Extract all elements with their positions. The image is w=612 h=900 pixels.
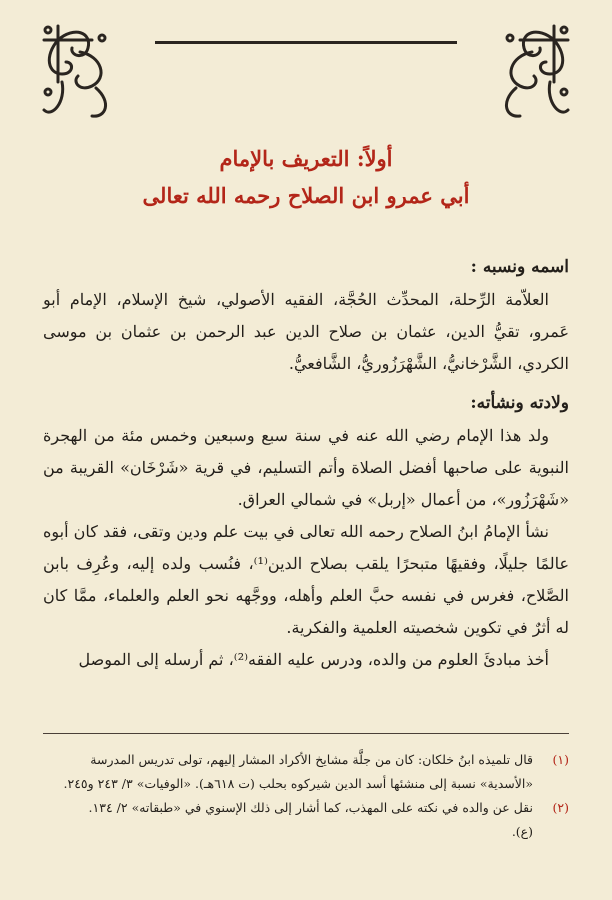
footnote-text: قال تلميذه ابنُ خلكان: كان من جلَّة مشايخ الأكراد المشار إليهم، تولى تدريس المدرسة «الأسدية» نسبة إلى منشئها أسد الدين شيركوه بحلب (ت ٦١٨هـ). «الوفيات» ٣/ ٢٤٣ و٢٤٥.: [63, 752, 533, 791]
footnote-number: (٢): [552, 800, 569, 815]
header-rule: [155, 41, 457, 44]
footnote-continuation: (ع).: [511, 824, 533, 839]
main-text: [43, 250, 569, 676]
section-title: أولاً: التعريف بالإمام: [219, 146, 393, 171]
footnotes: [43, 748, 569, 844]
paragraph-name-lineage: العلاّمة الرِّحلة، المحدِّث الحُجَّة، الفقيه الأصولي، شيخ الإسلام، الإمام أبو عَمرو، تقيُّ الدين، عثمان بن صلاح الدين عبد الرحمن بن عثمان بن موسى الكردي، الشَّرْخانيُّ، الشَّهْرَزُوريُّ، الشَّافعيُّ.: [43, 290, 569, 373]
paragraph-upbringing: نشأ الإمامُ ابنُ الصلاح رحمه الله تعالى في بيت علم ودين وتقى، فقد كان أبوه عالمًا جليلًا، وفقيهًا متبحرًا يلقب بصلاح الدين⁽¹⁾، فنُسب ولده إليه، وعُرِف بابن الصَّلاح، فغرس في نفسه حبَّ العلم وأهله، ووجَّهه نحو العلم والعلماء، ممَّا كان له أثرٌ في تكوين شخصيته العلمية والفكرية.: [43, 522, 570, 637]
heading-birth-upbringing: ولادته ونشأته:: [470, 393, 569, 413]
footnote-number: (١): [552, 752, 569, 767]
footnote-2: [43, 796, 569, 820]
paragraph-birth: ولد هذا الإمام رضي الله عنه في سنة سبع وسبعين وخمس مئة من الهجرة النبوية على صاحبها أفضل الصلاة وأتم التسليم، في قرية «شَرْخَان» القريبة من «شَهْرَزُور»، من أعمال «إربل» في شمالي العراق.: [43, 426, 569, 509]
ornament-corner-left-icon: [40, 22, 132, 122]
heading-name-lineage: اسمه ونسبه :: [470, 257, 569, 277]
footnote-separator: [43, 733, 569, 734]
footnote-text: نقل عن والده في نكته على المهذب، كما أشار إلى ذلك الإسنوي في «طبقاته» ٢/ ١٣٤.: [88, 800, 533, 815]
paragraph-early-study: أخذ مبادئَ العلوم من والده، ودرس عليه الفقه⁽²⁾، ثم أرسله إلى الموصل: [78, 650, 549, 669]
ornament-corner-right-icon: [480, 22, 572, 122]
section-subtitle: أبي عمرو ابن الصلاح رحمه الله تعالى: [142, 183, 470, 208]
footnote-1: [43, 748, 569, 796]
